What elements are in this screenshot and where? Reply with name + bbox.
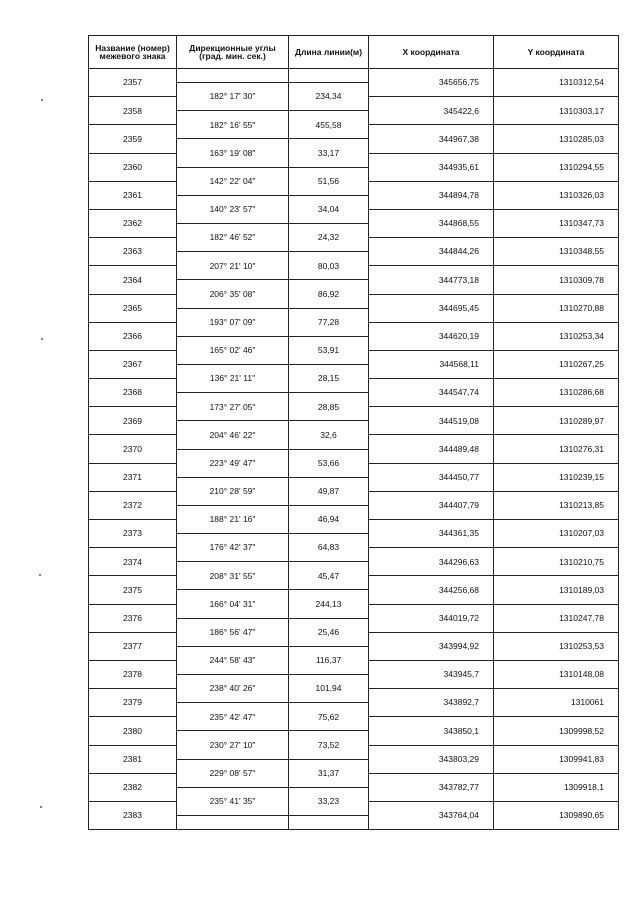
line-length: 28,85 <box>289 393 369 421</box>
y-coordinate: 1309918,1 <box>494 773 619 801</box>
x-coordinate: 343803,29 <box>369 745 494 773</box>
y-coordinate: 1310286,68 <box>494 379 619 407</box>
direction-angle: 230° 27' 10" <box>177 731 289 759</box>
header-point-name: Название (номер) межевого знака <box>89 36 177 69</box>
direction-angle: 207° 21' 10" <box>177 252 289 280</box>
point-number: 2378 <box>89 660 177 688</box>
y-coordinate: 1310289,97 <box>494 407 619 435</box>
y-coordinate: 1309890,65 <box>494 801 619 829</box>
direction-angle: 140° 23' 57" <box>177 195 289 223</box>
y-coordinate: 1310309,78 <box>494 266 619 294</box>
x-coordinate: 344868,55 <box>369 209 494 237</box>
line-length: 86,92 <box>289 280 369 308</box>
point-number: 2372 <box>89 491 177 519</box>
direction-angle: 182° 16' 55" <box>177 111 289 139</box>
direction-angle: 204° 46' 22" <box>177 421 289 449</box>
y-coordinate: 1310239,15 <box>494 463 619 491</box>
y-coordinate: 1309941,83 <box>494 745 619 773</box>
line-length: 24,32 <box>289 224 369 252</box>
x-coordinate: 343782,77 <box>369 773 494 801</box>
direction-angle: 166° 04' 31" <box>177 590 289 618</box>
line-length: 49,87 <box>289 477 369 505</box>
table-body <box>89 69 619 830</box>
x-coordinate: 344361,35 <box>369 520 494 548</box>
point-number: 2382 <box>89 773 177 801</box>
line-length: 75,62 <box>289 703 369 731</box>
x-coordinate: 343850,1 <box>369 717 494 745</box>
line-length: 28,15 <box>289 364 369 392</box>
scan-speck <box>40 806 42 808</box>
point-number: 2358 <box>89 97 177 125</box>
line-length: 45,47 <box>289 562 369 590</box>
point-number: 2375 <box>89 576 177 604</box>
point-number: 2359 <box>89 125 177 153</box>
angle-cell-empty <box>177 69 289 83</box>
y-coordinate: 1310347,73 <box>494 209 619 237</box>
direction-angle: 173° 27' 05" <box>177 393 289 421</box>
point-number: 2368 <box>89 379 177 407</box>
y-coordinate: 1310270,88 <box>494 294 619 322</box>
angle-cell-empty <box>177 815 289 829</box>
line-length: 80,03 <box>289 252 369 280</box>
line-length: 73,52 <box>289 731 369 759</box>
y-coordinate: 1310267,25 <box>494 350 619 378</box>
x-coordinate: 344695,45 <box>369 294 494 322</box>
point-number: 2357 <box>89 69 177 97</box>
header-x: X координата <box>369 36 494 69</box>
y-coordinate: 1309998,52 <box>494 717 619 745</box>
y-coordinate: 1310326,03 <box>494 181 619 209</box>
y-coordinate: 1310148,08 <box>494 660 619 688</box>
line-length: 46,94 <box>289 505 369 533</box>
direction-angle: 176° 42' 37" <box>177 534 289 562</box>
direction-angle: 244° 58' 43" <box>177 646 289 674</box>
x-coordinate: 345422,6 <box>369 97 494 125</box>
direction-angle: 223° 49' 47" <box>177 449 289 477</box>
direction-angle: 188° 21' 16" <box>177 505 289 533</box>
x-coordinate: 344935,61 <box>369 153 494 181</box>
y-coordinate: 1310276,31 <box>494 435 619 463</box>
point-number: 2383 <box>89 801 177 829</box>
x-coordinate: 344773,18 <box>369 266 494 294</box>
y-coordinate: 1310213,85 <box>494 491 619 519</box>
y-coordinate: 1310253,53 <box>494 632 619 660</box>
line-length: 455,58 <box>289 111 369 139</box>
y-coordinate: 1310285,03 <box>494 125 619 153</box>
direction-angle: 142° 22' 04" <box>177 167 289 195</box>
point-number: 2374 <box>89 548 177 576</box>
x-coordinate: 344620,19 <box>369 322 494 350</box>
direction-angle: 186° 56' 47" <box>177 618 289 646</box>
x-coordinate: 343945,7 <box>369 660 494 688</box>
line-length: 51,56 <box>289 167 369 195</box>
x-coordinate: 343892,7 <box>369 689 494 717</box>
line-length: 64,83 <box>289 534 369 562</box>
line-length: 234,34 <box>289 83 369 111</box>
x-coordinate: 344547,74 <box>369 379 494 407</box>
point-number: 2363 <box>89 238 177 266</box>
point-number: 2370 <box>89 435 177 463</box>
point-number: 2367 <box>89 350 177 378</box>
point-number: 2381 <box>89 745 177 773</box>
y-coordinate: 1310210,75 <box>494 548 619 576</box>
header-y: Y координата <box>494 36 619 69</box>
x-coordinate: 344568,11 <box>369 350 494 378</box>
point-number: 2379 <box>89 689 177 717</box>
x-coordinate: 343764,04 <box>369 801 494 829</box>
y-coordinate: 1310294,55 <box>494 153 619 181</box>
point-number: 2361 <box>89 181 177 209</box>
y-coordinate: 1310303,17 <box>494 97 619 125</box>
direction-angle: 182° 46' 52" <box>177 224 289 252</box>
line-length: 34,04 <box>289 195 369 223</box>
x-coordinate: 345656,75 <box>369 69 494 97</box>
y-coordinate: 1310312,54 <box>494 69 619 97</box>
point-number: 2371 <box>89 463 177 491</box>
direction-angle: 235° 41' 35" <box>177 787 289 815</box>
line-length: 53,66 <box>289 449 369 477</box>
line-length: 53,91 <box>289 336 369 364</box>
y-coordinate: 1310348,55 <box>494 238 619 266</box>
x-coordinate: 344296,63 <box>369 548 494 576</box>
length-cell-empty <box>289 69 369 83</box>
x-coordinate: 344407,79 <box>369 491 494 519</box>
direction-angle: 235° 42' 47" <box>177 703 289 731</box>
coordinates-sheet <box>88 35 618 830</box>
direction-angle: 238° 40' 26" <box>177 675 289 703</box>
x-coordinate: 344967,38 <box>369 125 494 153</box>
table-row <box>89 69 619 83</box>
x-coordinate: 344489,48 <box>369 435 494 463</box>
coordinates-table <box>88 35 619 830</box>
header-length: Длина линии(м) <box>289 36 369 69</box>
line-length: 32,6 <box>289 421 369 449</box>
x-coordinate: 344019,72 <box>369 604 494 632</box>
direction-angle: 165° 02' 46" <box>177 336 289 364</box>
scan-speck <box>41 99 43 101</box>
x-coordinate: 344519,08 <box>369 407 494 435</box>
x-coordinate: 344894,78 <box>369 181 494 209</box>
x-coordinate: 344844,26 <box>369 238 494 266</box>
x-coordinate: 344256,68 <box>369 576 494 604</box>
direction-angle: 210° 28' 59" <box>177 477 289 505</box>
x-coordinate: 343994,92 <box>369 632 494 660</box>
y-coordinate: 1310247,78 <box>494 604 619 632</box>
x-coordinate: 344450,77 <box>369 463 494 491</box>
scan-speck <box>39 574 41 576</box>
scan-speck <box>41 338 43 340</box>
y-coordinate: 1310207,03 <box>494 520 619 548</box>
direction-angle: 193° 07' 09" <box>177 308 289 336</box>
line-length: 116,37 <box>289 646 369 674</box>
y-coordinate: 1310061 <box>494 689 619 717</box>
line-length: 77,28 <box>289 308 369 336</box>
header-angle: Дирекционные углы (град. мин. сек.) <box>177 36 289 69</box>
line-length: 244,13 <box>289 590 369 618</box>
point-number: 2377 <box>89 632 177 660</box>
point-number: 2373 <box>89 520 177 548</box>
direction-angle: 182° 17' 30" <box>177 83 289 111</box>
direction-angle: 229° 08' 57" <box>177 759 289 787</box>
direction-angle: 136° 21' 11" <box>177 364 289 392</box>
direction-angle: 206° 35' 08" <box>177 280 289 308</box>
y-coordinate: 1310253,34 <box>494 322 619 350</box>
table-header-row <box>89 36 619 69</box>
length-cell-empty <box>289 815 369 829</box>
point-number: 2366 <box>89 322 177 350</box>
point-number: 2369 <box>89 407 177 435</box>
point-number: 2362 <box>89 209 177 237</box>
point-number: 2376 <box>89 604 177 632</box>
direction-angle: 208° 31' 55" <box>177 562 289 590</box>
direction-angle: 163° 19' 08" <box>177 139 289 167</box>
point-number: 2365 <box>89 294 177 322</box>
line-length: 101,94 <box>289 675 369 703</box>
point-number: 2380 <box>89 717 177 745</box>
point-number: 2364 <box>89 266 177 294</box>
line-length: 33,23 <box>289 787 369 815</box>
y-coordinate: 1310189,03 <box>494 576 619 604</box>
line-length: 33,17 <box>289 139 369 167</box>
line-length: 25,46 <box>289 618 369 646</box>
line-length: 31,37 <box>289 759 369 787</box>
point-number: 2360 <box>89 153 177 181</box>
